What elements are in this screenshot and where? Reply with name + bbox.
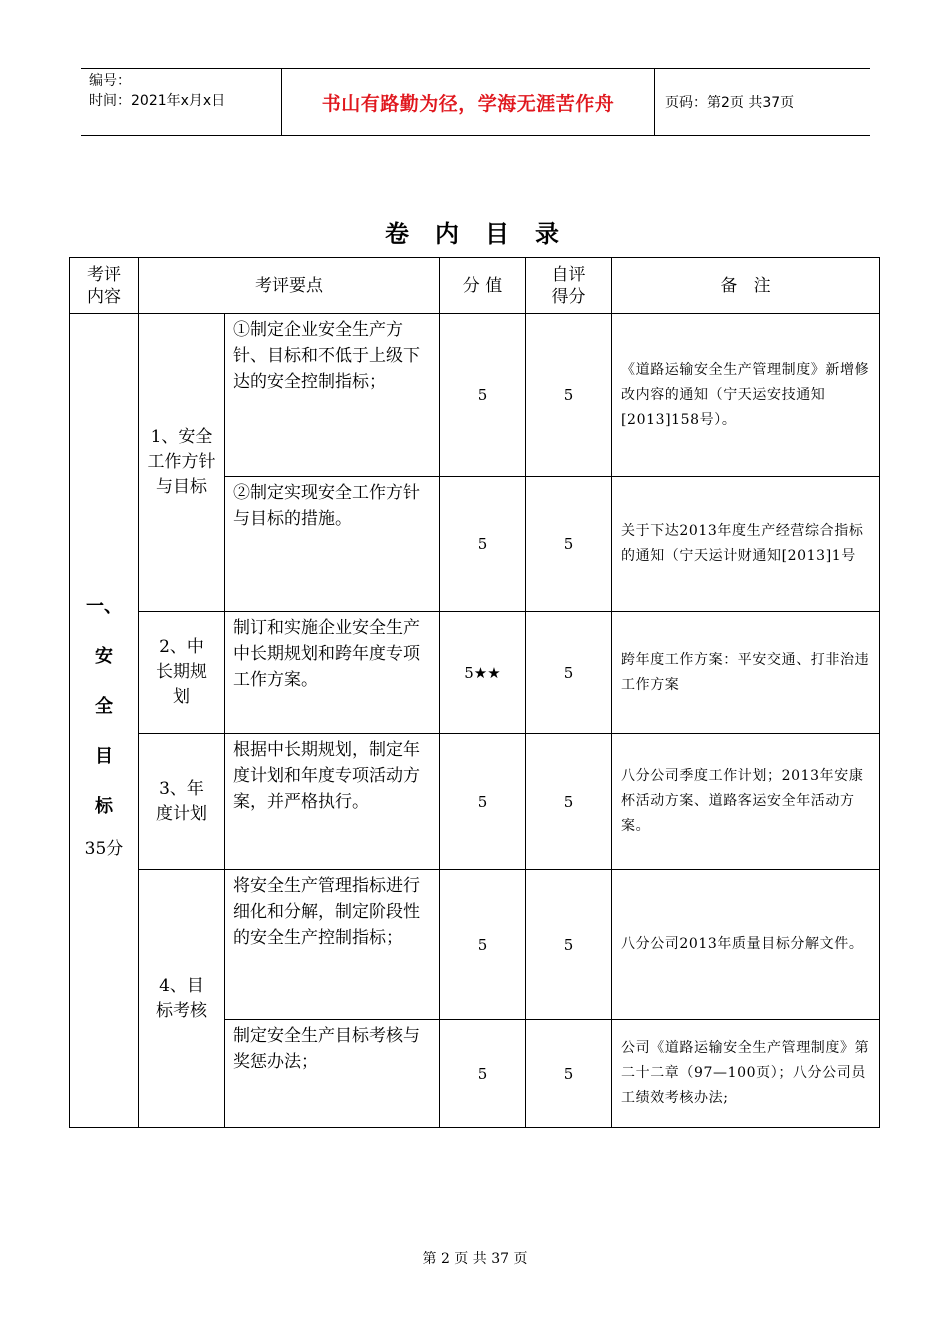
score-value: 5: [440, 734, 526, 870]
table-header-row: [70, 258, 880, 314]
header-points: 考评要点: [139, 258, 440, 314]
point-text: 根据中长期规划，制定年度计划和年度专项活动方案，并严格执行。: [225, 734, 440, 870]
self-score-value: 5: [526, 477, 612, 612]
table-row: [70, 612, 880, 734]
self-score-value: 5: [526, 1020, 612, 1128]
score-value: 5★★: [440, 612, 526, 734]
header-page-info: 页码：第2页 共37页: [665, 95, 795, 111]
subcategory-3: 3、年度计划: [139, 734, 225, 870]
time-label: 时间：2021年x月x日: [89, 93, 226, 109]
point-text: ①制定企业安全生产方针、目标和不低于上级下达的安全控制指标；: [225, 314, 440, 477]
point-text: 将安全生产管理指标进行细化和分解，制定阶段性的安全生产控制指标；: [225, 870, 440, 1020]
serial-label: 编号：: [89, 73, 131, 89]
subcategory-1: 1、安全工作方针与目标: [139, 314, 225, 612]
remark-text: 跨年度工作方案：平安交通、打非治违工作方案: [612, 612, 880, 734]
self-score-value: 5: [526, 612, 612, 734]
catalog-table: [69, 257, 880, 1128]
page-footer: 第 2 页 共 37 页: [422, 1251, 528, 1267]
table-row: [70, 734, 880, 870]
self-score-value: 5: [526, 870, 612, 1020]
score-value: 5: [440, 477, 526, 612]
header-left-cell: [81, 69, 282, 135]
score-value: 5: [440, 314, 526, 477]
document-title: 卷内目录: [385, 219, 585, 248]
header-score: 分 值: [440, 258, 526, 314]
remark-text: 公司《道路运输安全生产管理制度》第二十二章（97—100页）；八分公司员工绩效考核办法;: [612, 1020, 880, 1128]
subcategory-4: 4、目标考核: [139, 870, 225, 1128]
header-self-score: 自评得分: [526, 258, 612, 314]
remark-text: 八分公司2013年质量目标分解文件。: [612, 870, 880, 1020]
point-text: 制订和实施企业安全生产中长期规划和跨年度专项工作方案。: [225, 612, 440, 734]
score-value: 5: [440, 1020, 526, 1128]
category-cell: [70, 314, 139, 1128]
category-char: 标: [95, 796, 113, 817]
point-text: 制定安全生产目标考核与奖惩办法；: [225, 1020, 440, 1128]
remark-text: 关于下达2013年度生产经营综合指标的通知（宁天运计财通知[2013]1号: [612, 477, 880, 612]
header-content: 考评内容: [70, 258, 139, 314]
self-score-value: 5: [526, 314, 612, 477]
category-char: 安: [95, 646, 113, 667]
category-number: 一、: [86, 596, 122, 617]
score-value: 5: [440, 870, 526, 1020]
category-score: 35分: [84, 839, 124, 859]
remark-text: 《道路运输安全生产管理制度》新增修改内容的通知（宁天运安技通知[2013]158号）。: [612, 314, 880, 477]
table-row: [70, 870, 880, 1020]
category-char: 目: [95, 746, 113, 767]
remark-text: 八分公司季度工作计划；2013年安康杯活动方案、道路客运安全年活动方案。: [612, 734, 880, 870]
category-char: 全: [95, 696, 113, 717]
header-motto: 书山有路勤为径，学海无涯苦作舟: [282, 69, 655, 135]
table-row: [70, 314, 880, 477]
header-remarks: 备 注: [612, 258, 880, 314]
point-text: ②制定实现安全工作方针与目标的措施。: [225, 477, 440, 612]
self-score-value: 5: [526, 734, 612, 870]
subcategory-2: 2、中长期规划: [139, 612, 225, 734]
page-header: [81, 68, 870, 136]
